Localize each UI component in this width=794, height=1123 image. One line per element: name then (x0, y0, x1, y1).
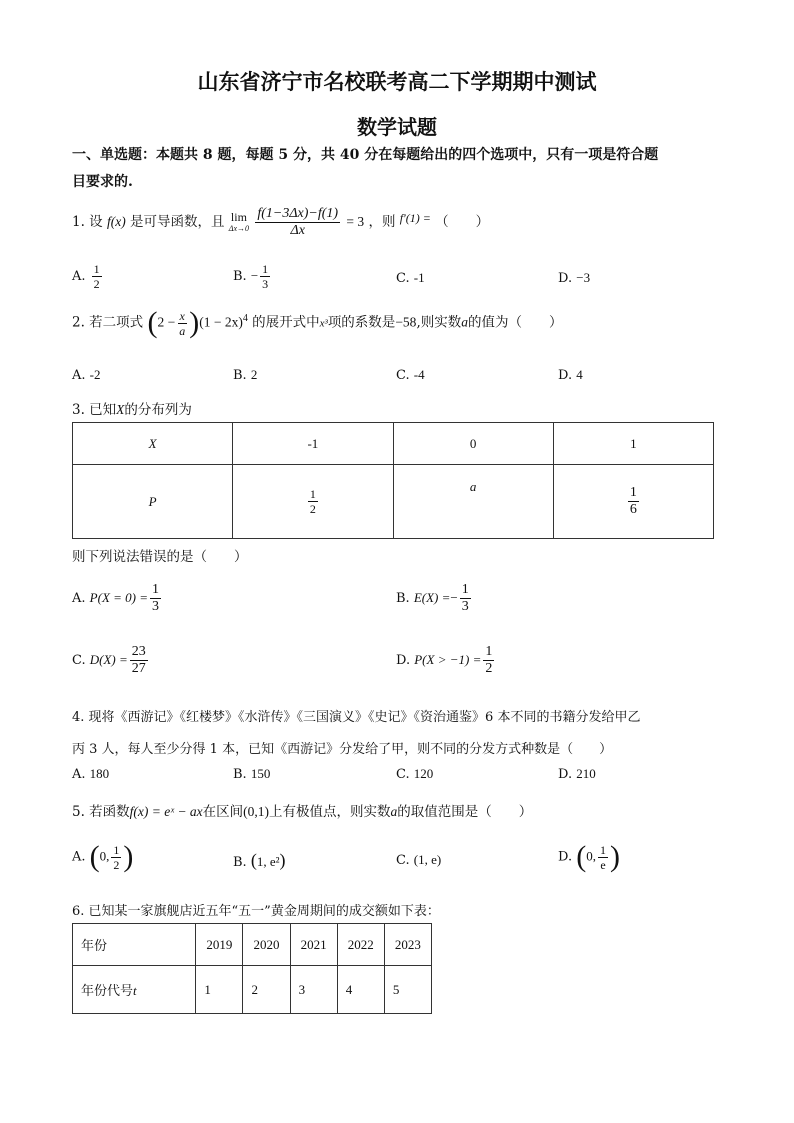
option-label: D. (558, 271, 573, 286)
table-row (73, 966, 432, 1014)
option-fraction (111, 843, 121, 872)
question-1 (72, 206, 489, 239)
option-sign: − (250, 268, 259, 283)
q2-right-paren: ) (189, 306, 200, 339)
q3-prefix: 3. 已知 (72, 402, 117, 418)
section-heading (72, 142, 732, 196)
option-label: D. (558, 767, 573, 782)
q5-function: f(x) = eˣ − ax (129, 804, 203, 819)
option-value: 150 (250, 766, 271, 781)
q3-option-b (396, 582, 473, 615)
q1-numerator: f(1−3Δx)−f(1) (257, 206, 339, 221)
option-label: D. (558, 849, 573, 865)
fraction-num: 1 (113, 842, 120, 857)
q2-mid: 的展开式中 (252, 314, 320, 331)
option-value: 210 (576, 766, 596, 781)
q1-lim-word: lim (230, 209, 247, 224)
table-cell: 2022 (337, 924, 384, 966)
option-fraction (460, 582, 471, 615)
q2-end: 的值为（ ） (467, 314, 563, 331)
q4-option-d (558, 766, 596, 782)
fraction-num: x (179, 308, 185, 323)
option-fraction (260, 262, 270, 291)
row-var: t (133, 983, 137, 998)
q1-fraction (255, 206, 340, 239)
q3-option-d (396, 644, 496, 677)
paren-open: ( (250, 850, 257, 870)
table-cell (233, 465, 393, 539)
paren-close: ) (123, 840, 134, 873)
paren-open: ( (576, 840, 587, 873)
fraction-den: 2 (113, 857, 120, 872)
q1-function: f(x) (106, 214, 126, 229)
option-value: 180 (89, 766, 110, 781)
question-5 (72, 800, 532, 820)
q1-limit (228, 209, 250, 234)
option-pre: 0, (586, 848, 596, 864)
option-label: B. (233, 269, 247, 284)
table-cell: P (73, 465, 233, 539)
q3-option-a (72, 582, 163, 615)
table-cell (553, 465, 713, 539)
q4-line1: 4. 现将《西游记》《红楼梦》《水浒传》《三国演义》《史记》《资治通鉴》6 本不同的书籍分发给甲乙 (72, 710, 641, 725)
q5-option-b (233, 850, 286, 871)
paren-close: ) (279, 850, 286, 870)
option-value: 4 (576, 367, 583, 382)
option-value: 2 (250, 367, 258, 382)
q1-option-d (558, 270, 590, 286)
q6-sales-table (72, 923, 432, 1014)
q4-option-c (396, 766, 433, 782)
option-value: (1, e) (413, 852, 442, 867)
option-lhs: P(X = 0) = (89, 590, 149, 605)
option-label: A. (72, 591, 86, 606)
option-label: A. (72, 849, 86, 865)
paren-close: ) (609, 840, 620, 873)
paren-open: ( (89, 840, 100, 873)
q1-prefix: 1. 设 (72, 214, 103, 230)
q3-question: 则下列说法错误的是（ ） (72, 549, 248, 565)
option-label: D. (558, 368, 573, 383)
q2-expr-b: (1 − 2x) (199, 314, 243, 330)
option-fraction (92, 262, 102, 291)
q2-option-d (558, 367, 583, 383)
table-row (73, 465, 714, 539)
fraction-den: 2 (93, 277, 100, 291)
option-label: C. (396, 271, 410, 286)
option-value: −3 (576, 270, 591, 285)
table-cell: 5 (384, 966, 431, 1014)
q4-option-a (72, 766, 109, 782)
option-value: 120 (413, 766, 434, 781)
option-label: A. (72, 368, 86, 383)
q5-var: a (390, 804, 398, 819)
option-label: B. (233, 368, 247, 383)
q1-option-c (396, 270, 425, 286)
fraction-num: 1 (629, 485, 637, 500)
q3-distribution-table (72, 422, 714, 539)
q5-option-a (72, 840, 133, 874)
fraction-den: 3 (461, 599, 469, 614)
option-value: -1 (413, 270, 425, 285)
option-lhs: D(X) = (89, 652, 128, 667)
option-label: C. (396, 767, 410, 782)
option-label: C. (396, 853, 410, 868)
q2-x3: x³ (319, 317, 328, 330)
question-3 (72, 398, 192, 418)
q4-option-b (233, 766, 270, 782)
q5-prefix: 5. 若函数 (72, 804, 130, 820)
option-lhs: E(X) = (413, 590, 451, 605)
section-heading-line1: 一、单选题：本题共 8 题，每题 5 分，共 40 分在每题给出的四个选项中，只有一项是符合题 (72, 147, 659, 163)
q5-option-d (558, 840, 620, 874)
question-4 (72, 702, 640, 766)
q5-tail: 上有极值点，则实数 (269, 804, 391, 820)
option-label: C. (72, 653, 86, 668)
table-cell: 2 (243, 966, 290, 1014)
option-value: -4 (413, 367, 425, 382)
option-value: 1, e² (256, 854, 280, 869)
q1-mid-text: 是可导函数，且 (130, 214, 225, 230)
table-cell: 1 (553, 423, 713, 465)
option-fraction (598, 843, 608, 872)
fraction-num: 23 (131, 644, 146, 659)
q2-option-c (396, 367, 425, 383)
q5-option-c (396, 852, 441, 868)
page-subtitle: 数学试题 (357, 115, 437, 139)
table-cell: a (393, 465, 553, 539)
option-label: A. (72, 269, 86, 284)
table-cell: 0 (393, 423, 553, 465)
fraction-den: 27 (131, 661, 146, 676)
fraction-den: e (600, 857, 606, 872)
cell-fraction (308, 487, 318, 516)
q2-rest: 项的系数是 (327, 314, 396, 331)
option-fraction (483, 644, 494, 677)
q3-option-c (72, 644, 150, 677)
q1-then: ，则 (368, 214, 396, 230)
q2-tail: ,则实数 (416, 314, 462, 331)
q2-power: 4 (242, 313, 248, 324)
fraction-num: 1 (309, 487, 316, 501)
q2-prefix: 2. 若二项式 (72, 314, 144, 331)
q1-answer-blank: （ ） (435, 214, 490, 230)
table-row (73, 423, 714, 465)
option-label: D. (396, 653, 411, 668)
fraction-num: 1 (599, 842, 606, 857)
q1-lim-sub: Δx→0 (228, 223, 250, 233)
table-cell: 3 (290, 966, 337, 1014)
q1-denominator: Δx (290, 223, 305, 238)
q5-end: 的取值范围是（ ） (397, 804, 533, 820)
q5-interval: (0,1) (243, 804, 270, 819)
option-fraction (150, 582, 161, 615)
option-lhs: P(X > −1) = (414, 652, 482, 667)
option-label: A. (72, 767, 86, 782)
q3-tail: 的分布列为 (124, 402, 192, 418)
option-label: B. (233, 767, 247, 782)
option-pre: 0, (99, 848, 110, 864)
q2-expr-a: 2 − (157, 314, 176, 330)
fraction-den: 3 (152, 599, 160, 614)
option-fraction (130, 644, 148, 677)
table-cell: 2019 (196, 924, 243, 966)
q2-var: a (461, 314, 468, 330)
option-label: B. (396, 591, 410, 606)
fraction-num: 1 (461, 582, 469, 597)
table-cell (73, 966, 196, 1014)
fraction-den: 6 (629, 502, 637, 517)
q1-option-a (72, 262, 104, 291)
table-cell: -1 (233, 423, 393, 465)
fraction-num: 1 (262, 262, 269, 276)
table-cell: 2021 (290, 924, 337, 966)
table-cell: 2023 (384, 924, 431, 966)
section-heading-line2: 目要求的. (72, 174, 133, 190)
q3-var: X (116, 402, 125, 417)
q2-left-paren: ( (147, 306, 158, 339)
table-cell: 4 (337, 966, 384, 1014)
table-cell: X (73, 423, 233, 465)
cell-fraction (628, 485, 639, 518)
q1-option-b (233, 262, 272, 291)
question-2 (72, 306, 562, 340)
q2-value: −58 (395, 314, 417, 330)
fraction-num: 1 (485, 644, 493, 659)
option-label: C. (396, 368, 410, 383)
q1-equals: = 3 (346, 214, 365, 229)
q2-option-b (233, 367, 257, 383)
fraction-den: 2 (485, 661, 493, 676)
row-label: 年份代号 (81, 984, 134, 999)
fraction-num: 1 (152, 582, 160, 597)
table-cell: 1 (196, 966, 243, 1014)
option-value: -2 (89, 367, 101, 382)
table-cell: 2020 (243, 924, 290, 966)
option-label: B. (233, 855, 247, 870)
q2-fraction (177, 309, 187, 338)
fraction-den: a (179, 323, 186, 338)
question-6: 6. 已知某一家旗舰店近五年“五一”黄金周期间的成交额如下表： (72, 904, 440, 919)
q4-line2: 丙 3 人，每人至少分得 1 本，已知《西游记》分发给了甲，则不同的分发方式种数是（ ） (72, 742, 613, 757)
table-row (73, 924, 432, 966)
fraction-den: 2 (309, 502, 316, 516)
fraction-num: 1 (93, 262, 100, 276)
fraction-den: 3 (262, 277, 269, 291)
table-cell: 年份 (73, 924, 196, 966)
q5-mid: 在区间 (202, 804, 244, 820)
q2-option-a (72, 367, 101, 383)
q1-derivative: f′(1) = (399, 211, 431, 225)
option-sign: − (450, 590, 458, 605)
page-title: 山东省济宁市名校联考高二下学期期中测试 (197, 69, 597, 94)
